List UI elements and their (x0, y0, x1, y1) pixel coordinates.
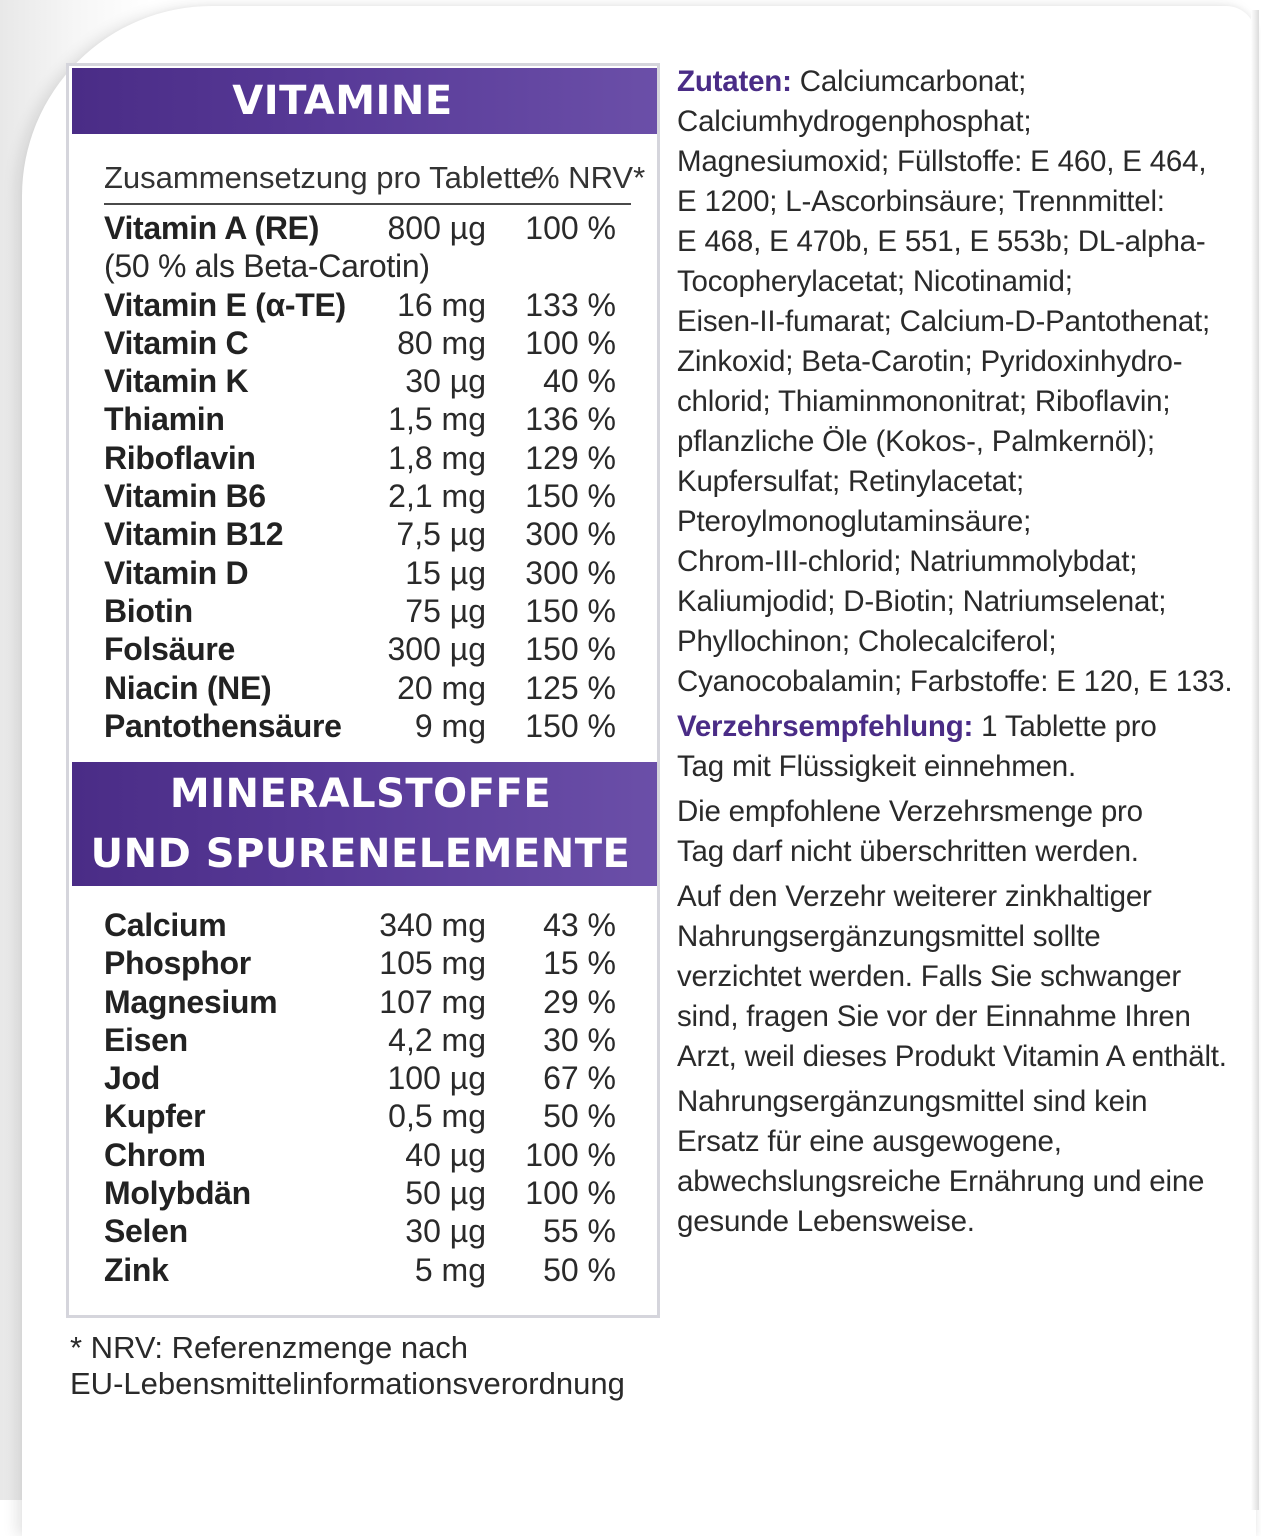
vitamins-title: VITAMINE (232, 78, 453, 124)
warning-line: abwechslungsreiche Ernährung und eine (677, 1165, 1205, 1198)
nutrient-nrv: 150 % (525, 478, 616, 515)
nutrient-name: Vitamin C (104, 324, 249, 361)
nutrient-name: Thiamin (104, 401, 225, 438)
ingredients-line: Kaliumjodid; D-Biotin; Natriumselenat; (677, 585, 1167, 618)
ingredients-line: Phyllochinon; Cholecalciferol; (677, 625, 1057, 658)
table-row (104, 515, 624, 553)
nutrient-name: Niacin (NE) (104, 669, 272, 706)
warning-line: Ersatz für eine ausgewogene, (677, 1125, 1062, 1158)
ingredients-line: E 468, E 470b, E 551, E 553b; DL-alpha- (677, 225, 1206, 258)
warning-line: Die empfohlene Verzehrsmenge pro (677, 795, 1143, 828)
nutrient-amount: 15 µg (405, 554, 486, 591)
ingredients-line: Kupfersulfat; Retinylacetat; (677, 465, 1024, 498)
minerals-title-line1: MINERALSTOFFE (169, 771, 552, 817)
minerals-header-band (72, 762, 657, 886)
ingredients-line: Chrom-III-chlorid; Natriummolybdat; (677, 545, 1138, 578)
nutrient-nrv: 29 % (543, 983, 616, 1020)
nutrient-name: Pantothensäure (104, 707, 342, 744)
nutrient-nrv: 67 % (543, 1060, 616, 1097)
ingredients-text: Calciumcarbonat; (791, 65, 1027, 98)
recommendation-line: Tag mit Flüssigkeit einnehmen. (677, 750, 1076, 783)
nutrient-nrv: 125 % (525, 669, 616, 706)
nutrient-nrv: 30 % (543, 1021, 616, 1058)
warning-line: Arzt, weil dieses Produkt Vitamin A enthält. (677, 1040, 1227, 1073)
warning-line: sind, fragen Sie vor der Einnahme Ihren (677, 1000, 1191, 1033)
table-row (104, 362, 624, 400)
table-column-headers (104, 160, 646, 204)
table-row (104, 1021, 624, 1059)
table-row (104, 400, 624, 438)
nutrient-nrv: 150 % (525, 707, 616, 744)
ingredients-column (677, 62, 1233, 1247)
nutrient-amount: 80 mg (397, 324, 486, 361)
nutrient-nrv: 15 % (543, 945, 616, 982)
nutrient-amount: 9 mg (414, 707, 486, 744)
header-divider (104, 203, 631, 205)
nutrient-amount: 0,5 mg (388, 1098, 486, 1135)
nutrient-name: Riboflavin (104, 439, 256, 476)
table-row (104, 1212, 624, 1250)
ingredients-paragraph (677, 62, 1233, 702)
table-row (104, 592, 624, 630)
nutrient-nrv: 150 % (525, 592, 616, 629)
warning-line: Nahrungsergänzungsmittel sollte (677, 920, 1101, 953)
nutrient-amount: 2,1 mg (388, 478, 486, 515)
nutrient-name: Selen (104, 1213, 188, 1250)
nutrient-nrv: 150 % (525, 631, 616, 668)
nutrient-amount: 107 mg (379, 983, 486, 1020)
nutrient-name: Phosphor (104, 945, 251, 982)
nutrient-name: Magnesium (104, 983, 278, 1020)
table-row (104, 1174, 624, 1212)
warning-paragraph (677, 792, 1217, 872)
nutrient-amount: 7,5 µg (396, 516, 486, 553)
warning-line: gesunde Lebensweise. (677, 1205, 975, 1238)
nutrient-nrv: 43 % (543, 907, 616, 943)
nutrient-name: Jod (104, 1060, 160, 1097)
nutrient-amount: 100 µg (387, 1060, 486, 1097)
ingredients-line: E 1200; L-Ascorbinsäure; Trennmittel: (677, 185, 1165, 218)
package-edge (1251, 10, 1259, 1510)
ingredients-line: Magnesiumoxid; Füllstoffe: E 460, E 464, (677, 145, 1207, 178)
nutrient-nrv: 100 % (525, 1175, 616, 1212)
nutrient-name: Molybdän (104, 1175, 251, 1212)
table-row (104, 983, 624, 1021)
recommendation-line (677, 707, 1217, 747)
nutrient-nrv: 50 % (543, 1251, 616, 1288)
warning-line: verzichtet werden. Falls Sie schwanger (677, 960, 1181, 993)
minerals-table (104, 906, 624, 1289)
footnote-line: * NRV: Referenzmenge nach (70, 1330, 469, 1365)
table-row (104, 944, 624, 982)
nutrient-nrv: 129 % (525, 439, 616, 476)
nutrient-nrv: 136 % (525, 401, 616, 438)
table-row (104, 669, 624, 707)
ingredients-line (677, 62, 1217, 102)
nutrient-amount: 1,8 mg (388, 439, 486, 476)
nutrient-name: Vitamin K (104, 363, 249, 400)
nutrient-nrv: 100 % (525, 1136, 616, 1173)
nutrient-name: Kupfer (104, 1098, 206, 1135)
nutrient-nrv: 100 % (525, 210, 616, 246)
table-row (104, 247, 624, 285)
nutrient-name: Vitamin A (RE) (104, 210, 320, 246)
nutrient-amount: 30 µg (405, 363, 486, 400)
nutrient-name: Eisen (104, 1021, 188, 1058)
vitamins-table (104, 209, 624, 745)
warning-line: Auf den Verzehr weiterer zinkhaltiger (677, 880, 1152, 913)
nutrient-amount: 300 µg (387, 631, 486, 668)
nutrient-nrv: 300 % (525, 554, 616, 591)
recommendation-label: Verzehrsempfehlung: (677, 710, 974, 743)
nrv-header: % NRV* (532, 160, 646, 195)
nutrient-name: Calcium (104, 907, 227, 943)
nutrient-name: Biotin (104, 592, 193, 629)
table-row (104, 439, 624, 477)
nutrient-nrv: 300 % (525, 516, 616, 553)
ingredients-line: pflanzliche Öle (Kokos-, Palmkernöl); (677, 425, 1155, 458)
ingredients-line: Eisen-II-fumarat; Calcium-D-Pantothenat; (677, 305, 1211, 338)
warning-paragraph (677, 1082, 1217, 1242)
nutrient-amount: 105 mg (379, 945, 486, 982)
table-row (104, 1097, 624, 1135)
nutrient-name: Zink (104, 1251, 169, 1288)
table-row (104, 554, 624, 592)
warning-line: Nahrungsergänzungsmittel sind kein (677, 1085, 1148, 1118)
nutrient-amount: 5 mg (414, 1251, 486, 1288)
nutrient-name: Chrom (104, 1136, 206, 1173)
table-row (104, 1136, 624, 1174)
ingredients-line: Pteroylmonoglutaminsäure; (677, 505, 1032, 538)
nutrient-amount: 20 mg (397, 669, 486, 706)
nutrient-nrv: 100 % (525, 324, 616, 361)
nutrient-amount: 1,5 mg (388, 401, 486, 438)
table-row (104, 906, 624, 944)
minerals-title-line2: UND SPURENELEMENTE (90, 831, 631, 877)
nutrient-nrv: 40 % (543, 363, 616, 400)
table-row (104, 477, 624, 515)
table-row (104, 707, 624, 745)
recommendation-paragraph (677, 707, 1217, 787)
nutrient-amount: 4,2 mg (388, 1021, 486, 1058)
table-row (104, 630, 624, 668)
table-row (104, 286, 624, 324)
nutrient-name: Vitamin B6 (104, 478, 266, 515)
nutrient-nrv: 50 % (543, 1098, 616, 1135)
table-row (104, 209, 624, 247)
nutrient-note: (50 % als Beta-Carotin) (104, 248, 430, 285)
table-row (104, 1059, 624, 1097)
nutrient-amount: 50 µg (405, 1175, 486, 1212)
nutrient-amount: 75 µg (405, 592, 486, 629)
ingredients-label: Zutaten: (677, 65, 792, 98)
nutrient-name: Vitamin B12 (104, 516, 284, 553)
ingredients-line: Tocopherylacetat; Nicotinamid; (677, 265, 1073, 298)
vitamins-header-band (72, 68, 657, 134)
recommendation-text: 1 Tablette pro (973, 710, 1157, 743)
ingredients-line: chlorid; Thiaminmononitrat; Riboflavin; (677, 385, 1171, 418)
table-row (104, 1251, 624, 1289)
nrv-footnote (70, 1330, 670, 1402)
nutrient-nrv: 55 % (543, 1213, 616, 1250)
nutrient-amount: 340 mg (379, 907, 486, 943)
nutrient-nrv: 133 % (525, 286, 616, 323)
nutrient-amount: 800 µg (387, 210, 486, 246)
ingredients-line: Calciumhydrogenphosphat; (677, 105, 1032, 138)
nutrient-name: Vitamin E (α-TE) (104, 286, 346, 323)
nutrient-amount: 30 µg (405, 1213, 486, 1250)
nutrient-amount: 40 µg (405, 1136, 486, 1173)
warning-paragraph (677, 877, 1227, 1077)
nutrient-name: Vitamin D (104, 554, 249, 591)
table-row (104, 324, 624, 362)
ingredients-line: Zinkoxid; Beta-Carotin; Pyridoxinhydro- (677, 345, 1183, 378)
footnote-line: EU-Lebensmittelinformationsverordnung (70, 1366, 625, 1401)
nutrient-amount: 16 mg (397, 286, 486, 323)
composition-header: Zusammensetzung pro Tablette (104, 160, 538, 195)
nutrient-name: Folsäure (104, 631, 235, 668)
warning-line: Tag darf nicht überschritten werden. (677, 835, 1139, 868)
ingredients-line: Cyanocobalamin; Farbstoffe: E 120, E 133. (677, 665, 1233, 698)
